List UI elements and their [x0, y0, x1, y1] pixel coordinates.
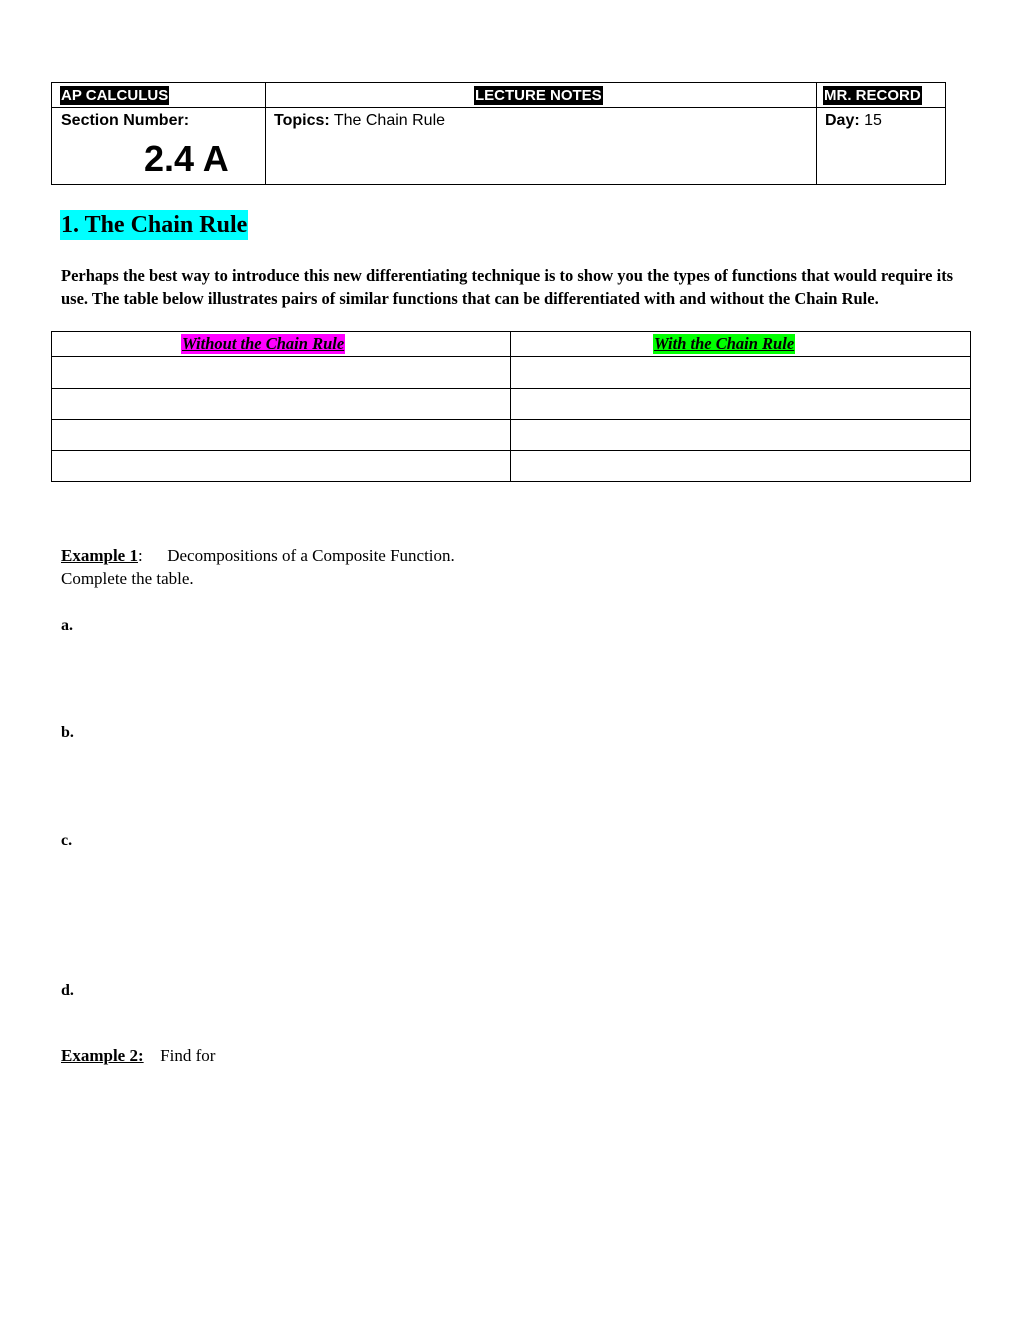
- column-header-without: Without the Chain Rule: [182, 334, 345, 353]
- header-divider: [816, 83, 817, 184]
- example-2-line: [61, 1045, 215, 1067]
- table-row: [52, 450, 970, 451]
- table-column-divider: [510, 332, 511, 481]
- column-header-with: With the Chain Rule: [654, 334, 795, 353]
- topics-cell: [274, 112, 445, 130]
- example-1-line: [61, 545, 455, 567]
- example-1-label: Example 1: [61, 546, 138, 565]
- example-2-label: Example 2:: [61, 1046, 144, 1065]
- header-divider: [265, 83, 266, 184]
- teacher-label: MR. RECORD: [824, 87, 921, 104]
- part-a-label: a.: [61, 617, 73, 634]
- table-row: [52, 356, 970, 357]
- course-label: AP CALCULUS: [61, 87, 169, 104]
- day-cell: [825, 112, 882, 130]
- chain-rule-table: [51, 331, 971, 482]
- example-1-colon: :: [137, 546, 143, 565]
- section-heading: 1. The Chain Rule: [61, 212, 248, 238]
- table-row: [52, 388, 970, 389]
- example-2-text: Find for: [160, 1046, 216, 1065]
- intro-paragraph: Perhaps the best way to introduce this new differentiating technique is to show you the types of functions that would require its use. The table below illustrates pairs of similar functions that can be differentiated with and without the Chain Rule.: [61, 266, 954, 308]
- example-1-instruction: Complete the table.: [61, 569, 194, 588]
- section-number: 2.4 A: [144, 138, 229, 179]
- day-label: Day:: [825, 112, 860, 129]
- header-table: [51, 82, 946, 185]
- notes-type-label: LECTURE NOTES: [475, 87, 602, 104]
- header-divider: [52, 107, 945, 108]
- section-label: Section Number:: [61, 112, 190, 129]
- example-1-title: Decompositions of a Composite Function.: [167, 546, 455, 565]
- part-d-label: d.: [61, 982, 74, 999]
- day-value: 15: [864, 112, 882, 129]
- topics-label: Topics:: [274, 112, 330, 129]
- topics-value: The Chain Rule: [333, 112, 446, 129]
- table-row: [52, 419, 970, 420]
- part-c-label: c.: [61, 832, 73, 849]
- part-b-label: b.: [61, 724, 74, 741]
